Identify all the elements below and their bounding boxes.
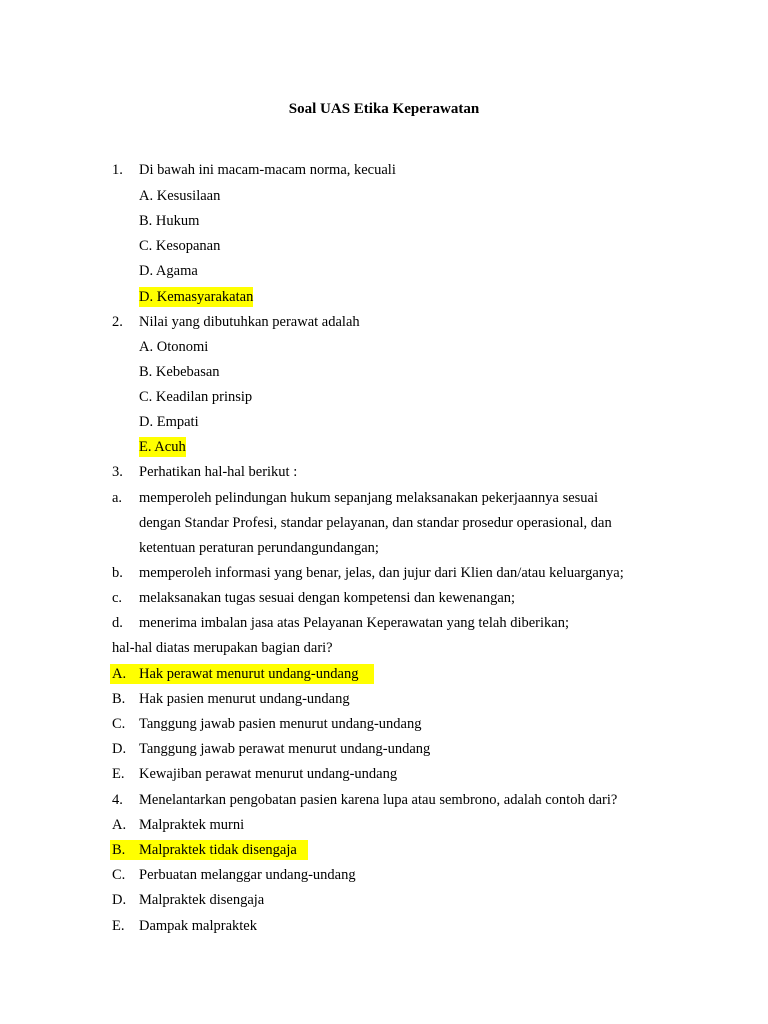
option-label: C. — [112, 867, 126, 883]
list-item-label: b. — [112, 565, 123, 581]
list-item-text: memperoleh informasi yang benar, jelas, dan jujur dari Klien dan/atau keluarganya; — [139, 565, 624, 581]
option-label: A. — [112, 666, 127, 682]
question-number: 4. — [112, 792, 123, 808]
option-text: Malpraktek disengaja — [139, 892, 265, 908]
option-label: D. — [112, 892, 127, 908]
option-text: B. Kebebasan — [139, 364, 220, 380]
option-text: Dampak malpraktek — [139, 918, 257, 934]
question-number: 3. — [112, 464, 123, 480]
option-label: E. — [112, 918, 125, 934]
list-item-label: c. — [112, 590, 123, 606]
question-text: Menelantarkan pengobatan pasien karena lupa atau sembrono, adalah contoh dari? — [139, 792, 618, 808]
option-text: Tanggung jawab perawat menurut undang-undang — [139, 741, 431, 757]
list-item-text: memperoleh pelindungan hukum sepanjang melaksanakan pekerjaannya sesuai — [139, 490, 599, 506]
option-text: Perbuatan melanggar undang-undang — [139, 867, 356, 883]
question-number: 2. — [112, 314, 123, 330]
option-text: C. Keadilan prinsip — [139, 389, 253, 405]
list-item-label: a. — [112, 490, 123, 506]
list-item-text: menerima imbalan jasa atas Pelayanan Keperawatan yang telah diberikan; — [139, 615, 569, 631]
question-text: Nilai yang dibutuhkan perawat adalah — [139, 314, 360, 330]
answer-highlight: D. Kemasyarakatan — [139, 289, 254, 305]
option-text: B. Hukum — [139, 213, 200, 229]
option-text: Tanggung jawab pasien menurut undang-undang — [139, 716, 422, 732]
option-text: Hak perawat menurut undang-undang — [139, 666, 359, 682]
question-text: Perhatikan hal-hal berikut : — [139, 464, 298, 480]
list-item-label: d. — [112, 615, 123, 631]
option-label: D. — [112, 741, 127, 757]
option-text: Kewajiban perawat menurut undang-undang — [139, 766, 398, 782]
option-label: B. — [112, 842, 126, 858]
list-item-text: melaksanakan tugas sesuai dengan kompetensi dan kewenangan; — [139, 590, 516, 606]
prompt-text: hal-hal diatas merupakan bagian dari? — [112, 640, 333, 656]
question-number: 1. — [112, 162, 123, 178]
option-text: C. Kesopanan — [139, 238, 221, 254]
document-title: Soal UAS Etika Keperawatan — [288, 101, 480, 117]
list-item-text: dengan Standar Profesi, standar pelayanan, dan standar prosedur operasional, dan — [139, 515, 612, 531]
option-label: A. — [112, 817, 127, 833]
option-text: D. Agama — [139, 263, 198, 279]
option-label: E. — [112, 766, 125, 782]
option-text: Hak pasien menurut undang-undang — [139, 691, 350, 707]
option-label: C. — [112, 716, 126, 732]
answer-highlight: E. Acuh — [139, 439, 186, 455]
option-text: Malpraktek murni — [139, 817, 245, 833]
option-text: A. Kesusilaan — [139, 188, 221, 204]
list-item-text: ketentuan peraturan perundangundangan; — [139, 540, 379, 556]
question-text: Di bawah ini macam-macam norma, kecuali — [139, 162, 396, 178]
option-text: D. Empati — [139, 414, 199, 430]
option-text: A. Otonomi — [139, 339, 209, 355]
option-label: B. — [112, 691, 126, 707]
option-text: Malpraktek tidak disengaja — [139, 842, 297, 858]
